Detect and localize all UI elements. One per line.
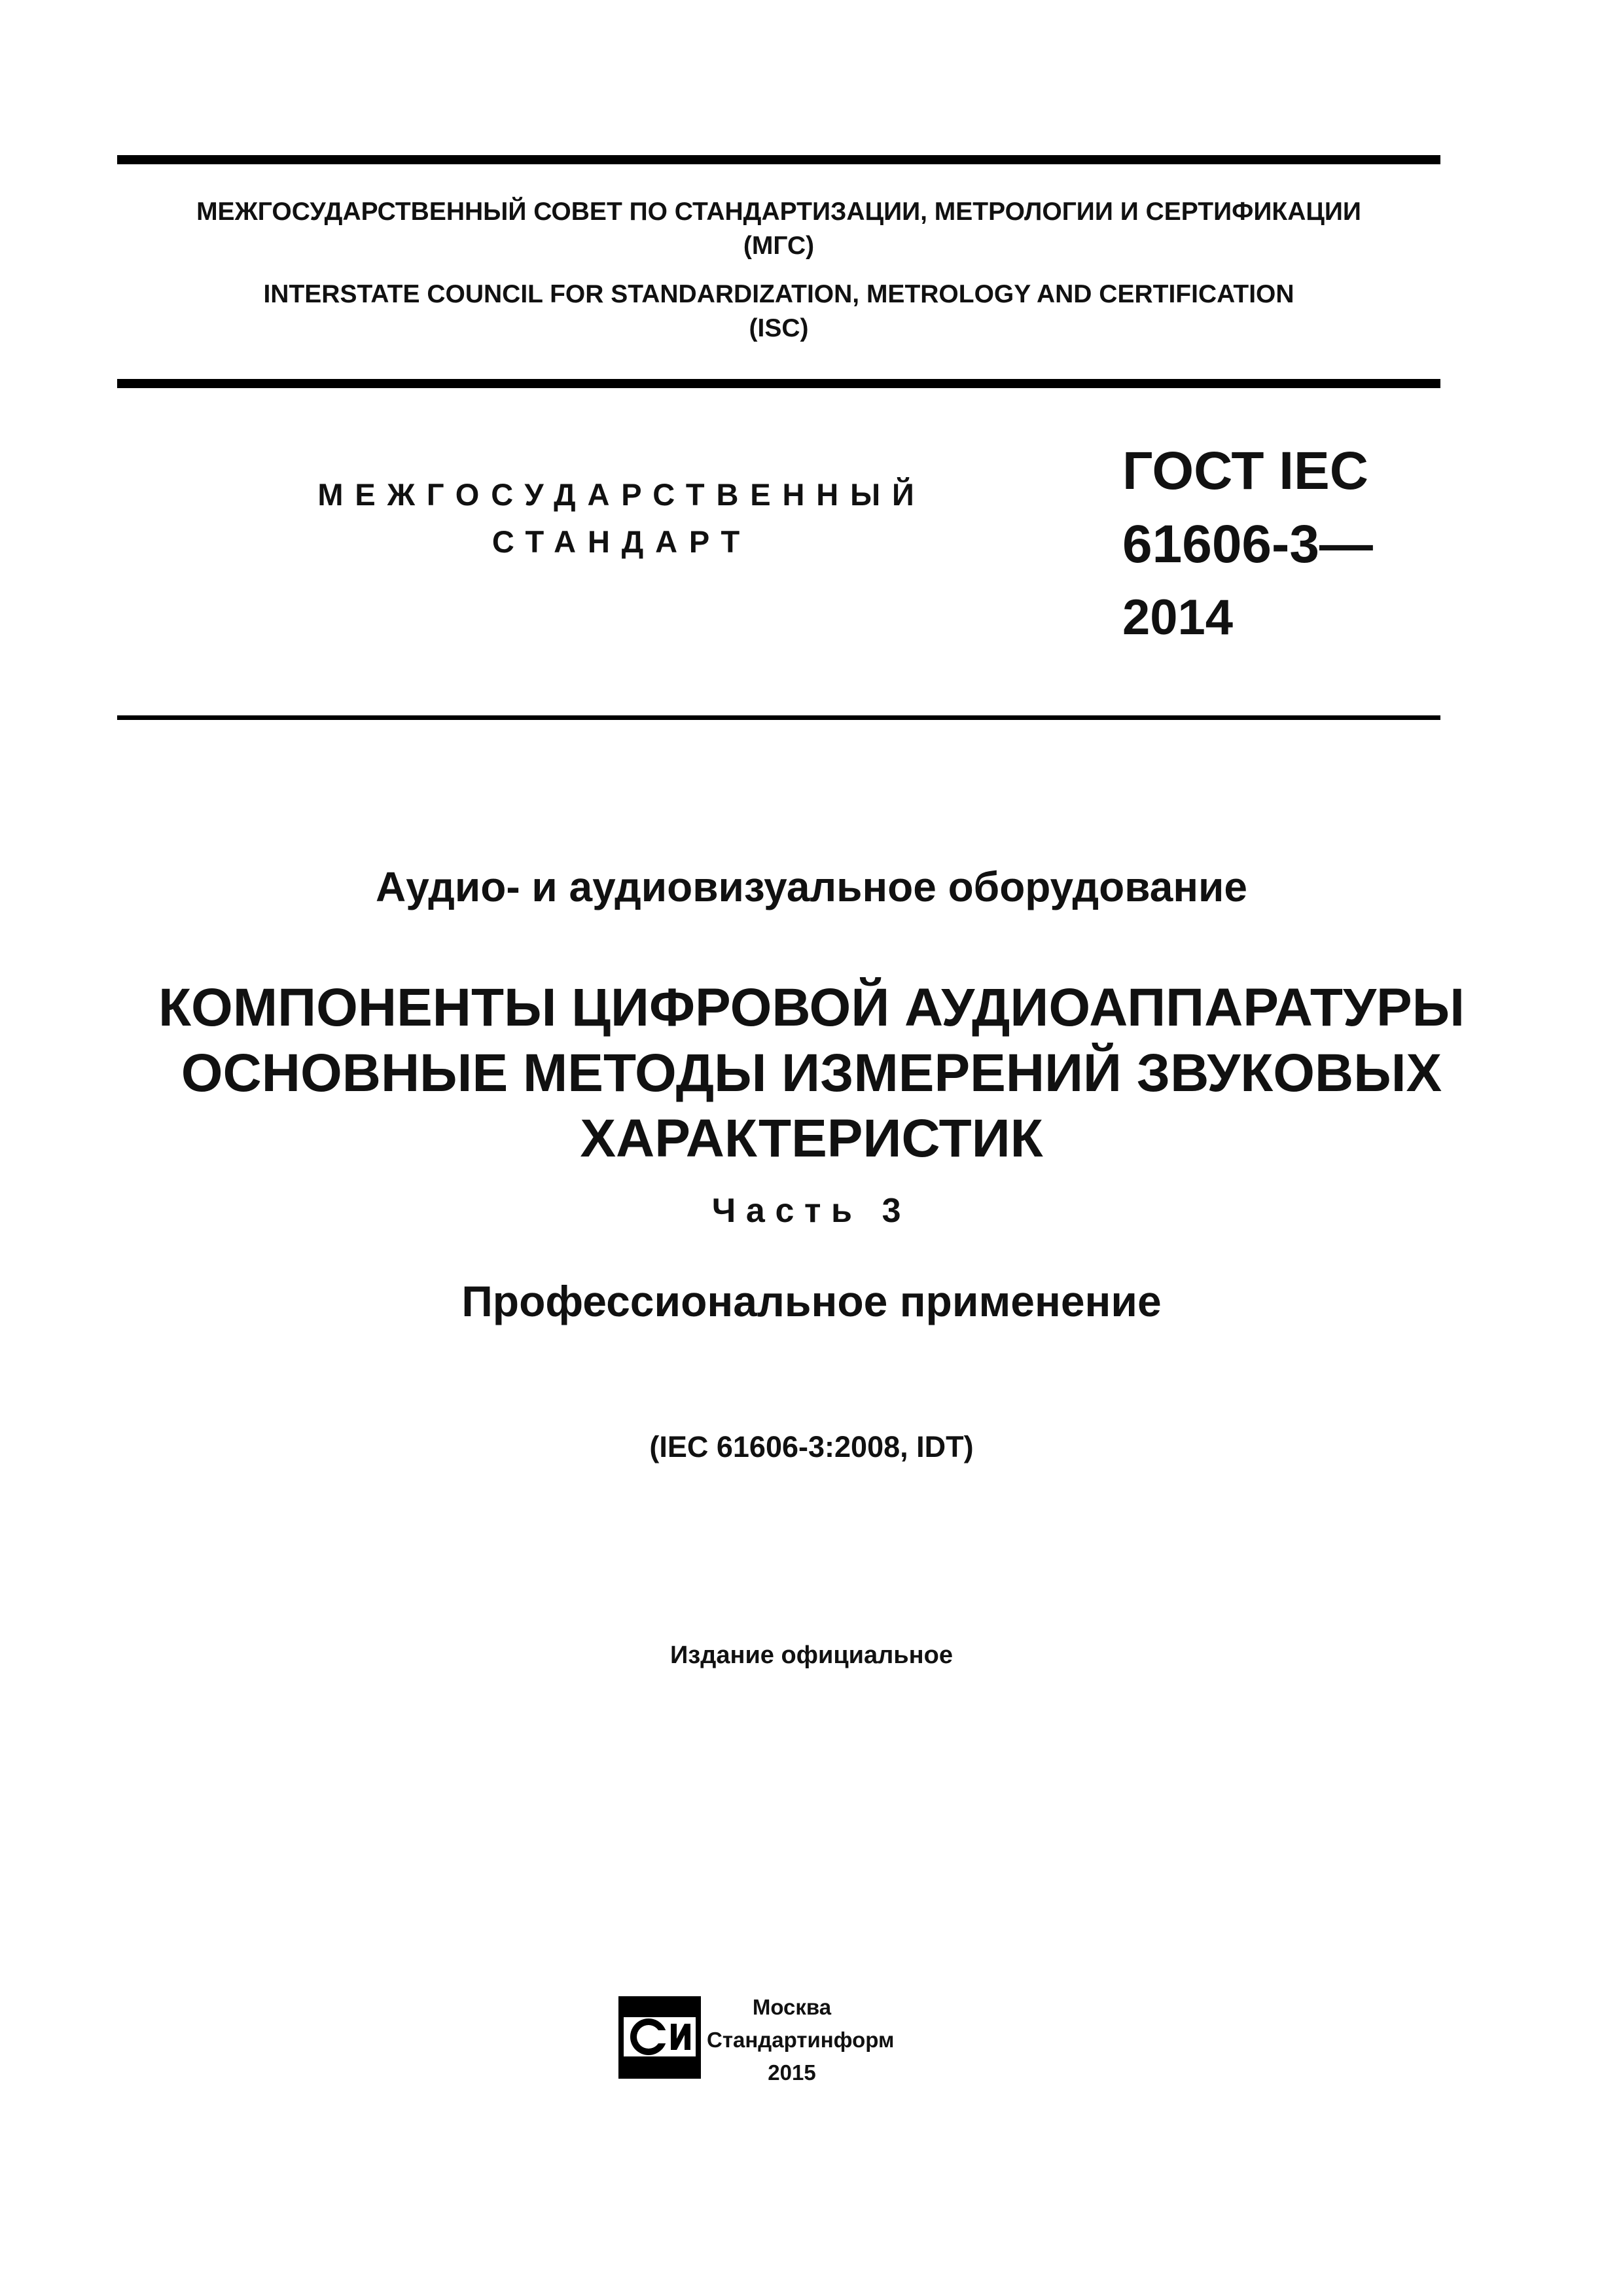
council-rule [117, 379, 1440, 388]
standartinform-logo-icon [617, 1995, 702, 2080]
council-ru-line1: МЕЖГОСУДАРСТВЕННЫЙ СОВЕТ ПО СТАНДАРТИЗАЦИИ, МЕТРОЛОГИИ И СЕРТИФИКАЦИИ [196, 198, 1361, 226]
title-main-line3: ХАРАКТЕРИСТИК [580, 1109, 1043, 1168]
imprint-block [707, 1991, 895, 2089]
title-group: Аудио- и аудиовизуальное оборудование [376, 863, 1247, 910]
title-main-line1: КОМПОНЕНТЫ ЦИФРОВОЙ АУДИОАППАРАТУРЫ [158, 978, 1465, 1037]
imprint-city: Москва [752, 1995, 832, 2019]
edition-label: Издание официальное [670, 1641, 953, 1669]
designation-rule [117, 715, 1440, 720]
council-en-line2: (ISC) [749, 314, 809, 342]
council-block [117, 195, 1440, 346]
title-subtitle: Профессиональное применение [461, 1277, 1162, 1325]
designation-line2: 61606-3— [1122, 514, 1373, 574]
imprint-year: 2015 [768, 2060, 816, 2085]
council-en-line1: INTERSTATE COUNCIL FOR STANDARDIZATION, METROLOGY AND CERTIFICATION [263, 280, 1294, 308]
title-part: Часть 3 [711, 1192, 912, 1230]
iec-reference: (IEC 61606-3:2008, IDT) [649, 1430, 974, 1463]
imprint-publisher: Стандартинформ [707, 2028, 895, 2052]
standard-type-line2: СТАНДАРТ [491, 524, 752, 559]
designation-line3: 2014 [1122, 590, 1234, 645]
standard-type-line1: МЕЖГОСУДАРСТВЕННЫЙ [317, 477, 926, 512]
title-main-line2: ОСНОВНЫЕ МЕТОДЫ ИЗМЕРЕНИЙ ЗВУКОВЫХ [181, 1043, 1442, 1103]
council-ru-line2: (МГС) [743, 232, 815, 260]
designation-line1: ГОСТ IEC [1122, 441, 1368, 501]
designation-block [1122, 435, 1436, 655]
top-rule [117, 155, 1440, 164]
title-main [65, 975, 1558, 1172]
